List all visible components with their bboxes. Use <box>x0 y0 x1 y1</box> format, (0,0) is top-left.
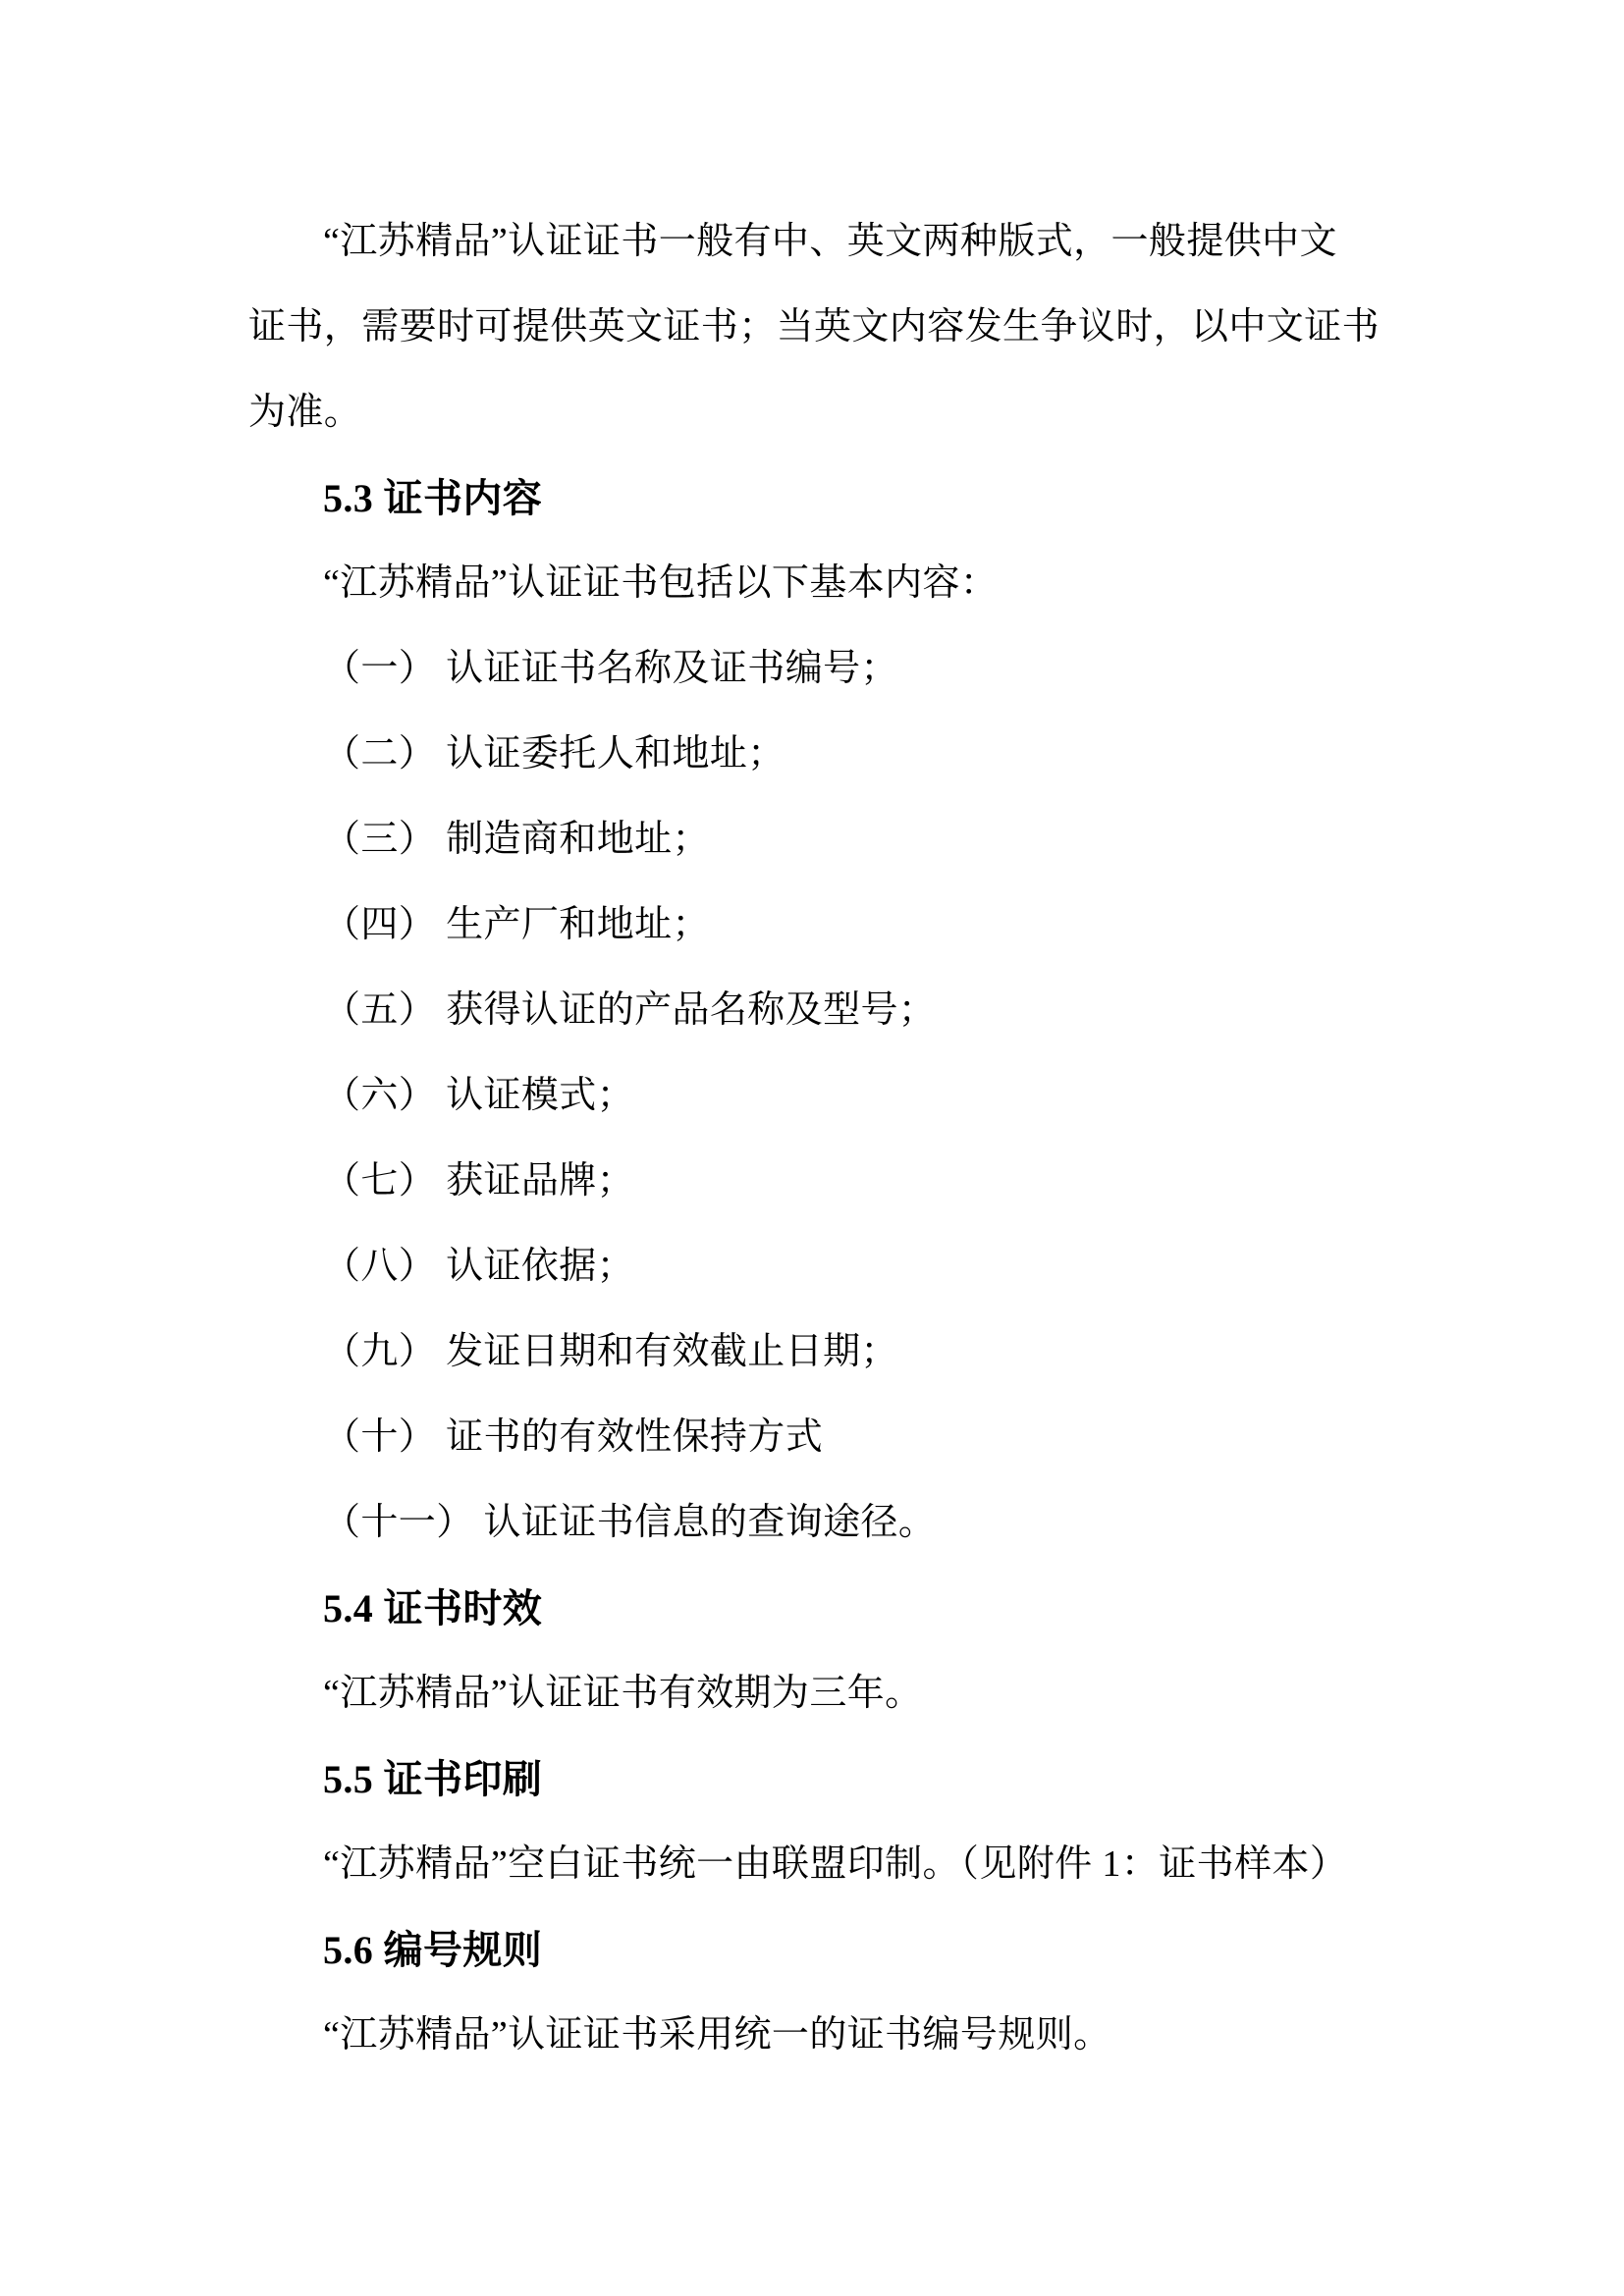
section-5-6-body: “江苏精品”认证证书采用统一的证书编号规则。 <box>323 2014 1111 2056</box>
intro-paragraph-line-3: 为准。 <box>248 392 362 433</box>
list-item-11: （十一） 认证证书信息的查询途径。 <box>323 1502 937 1543</box>
section-5-3-lead: “江苏精品”认证证书包括以下基本内容： <box>323 562 999 604</box>
section-5-4-heading: 5.4 证书时效 <box>323 1586 543 1630</box>
list-item-2: （二） 认证委托人和地址； <box>323 733 785 774</box>
intro-paragraph-line-1: “江苏精品”认证证书一般有中、英文两种版式，一般提供中文 <box>323 221 1337 262</box>
list-item-10: （十） 证书的有效性保持方式 <box>323 1416 824 1458</box>
list-item-3: （三） 制造商和地址； <box>323 819 710 860</box>
section-5-3-heading: 5.3 证书内容 <box>323 476 543 520</box>
list-item-7: （七） 获证品牌； <box>323 1160 635 1201</box>
section-5-6-heading: 5.6 编号规则 <box>323 1928 543 1972</box>
intro-paragraph-line-2: 证书，需要时可提供英文证书；当英文内容发生争议时，以中文证书 <box>248 306 1380 347</box>
list-item-6: （六） 认证模式； <box>323 1075 635 1116</box>
list-item-9: （九） 发证日期和有效截止日期； <box>323 1331 898 1372</box>
document-body <box>248 199 1387 2078</box>
section-5-5-body: “江苏精品”空白证书统一由联盟印制。（见附件 1：证书样本） <box>323 1843 1348 1885</box>
list-item-4: （四） 生产厂和地址； <box>323 904 710 945</box>
list-item-1: （一） 认证证书名称及证书编号； <box>323 648 898 689</box>
list-item-5: （五） 获得认证的产品名称及型号； <box>323 989 937 1031</box>
section-5-4-body: “江苏精品”认证证书有效期为三年。 <box>323 1673 923 1714</box>
section-5-5-heading: 5.5 证书印刷 <box>323 1757 543 1801</box>
list-item-8: （八） 认证依据； <box>323 1246 635 1287</box>
